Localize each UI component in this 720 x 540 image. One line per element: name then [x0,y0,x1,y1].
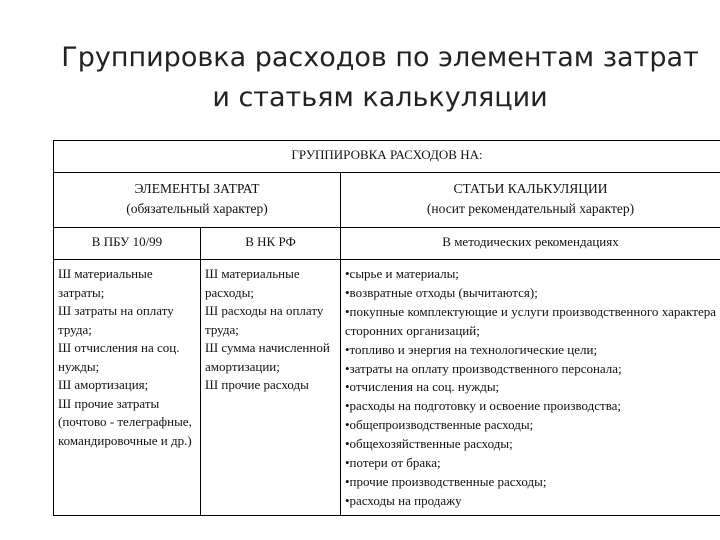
method-item: •возвратные отходы (вычитаются); [345,284,538,300]
costing-items-title: СТАТЬИ КАЛЬКУЛЯЦИИ [453,181,608,196]
pbu-item: Ш затраты на оплату труда; [58,303,174,337]
method-item: •расходы на подготовку и освоение производства; [345,398,622,414]
title-line-2: и статьям калькуляции [212,82,548,113]
col-pbu-header: В ПБУ 10/99 [54,228,201,260]
pbu-cell [54,260,201,516]
col-methods-header: В методических рекомендациях [341,228,720,260]
cost-elements-header [54,173,341,228]
cost-elements-title: ЭЛЕМЕНТЫ ЗАТРАТ [134,181,260,196]
cost-elements-subtitle: (обязательный характер) [126,201,268,216]
costing-items-header [341,173,720,228]
method-item: •прочие производственные расходы; [345,473,547,489]
methods-cell [341,260,720,516]
method-item: •расходы на продажу [345,492,462,508]
main-header: ГРУППИРОВКА РАСХОДОВ НА: [54,141,720,173]
method-item: •сырье и материалы; [345,266,459,281]
nk-item: Ш расходы на оплату труда; [205,303,324,337]
method-item: •затраты на оплату производственного персонала; [345,360,622,376]
costing-items-subtitle: (носит рекомендательный характер) [426,201,635,216]
method-item: •общехозяйственные расходы; [345,436,513,452]
title-line-1: Группировка расходов по элементам затрат [61,42,699,73]
content-row [54,260,720,516]
pbu-item: Ш материальные затраты; [58,266,153,300]
grouping-table [53,140,720,516]
pbu-item: Ш отчисления на соц. нужды; [58,340,180,374]
column-header-row [54,228,720,260]
main-header-row [54,141,720,173]
method-item: •потери от брака; [345,455,441,471]
nk-item: Ш сумма начисленной амортизации; [205,340,330,374]
slide-title [60,38,700,118]
pbu-item: Ш амортизация; [58,377,149,392]
col-nk-header: В НК РФ [201,228,341,260]
method-item: •общепроизводственные расходы; [345,417,534,433]
pbu-item: Ш прочие затраты (почтово - телеграфные, командировочные и др.) [58,395,192,448]
method-item: •отчисления на соц. нужды; [345,379,500,395]
method-item: •топливо и энергия на технологические цели; [345,341,598,357]
method-item: •покупные комплектующие и услуги производственного характера сторонних организаций; [345,303,717,338]
nk-cell [201,260,341,516]
nk-item: Ш материальные расходы; [205,266,300,300]
group-header-row [54,173,720,228]
nk-item: Ш прочие расходы [205,377,309,392]
